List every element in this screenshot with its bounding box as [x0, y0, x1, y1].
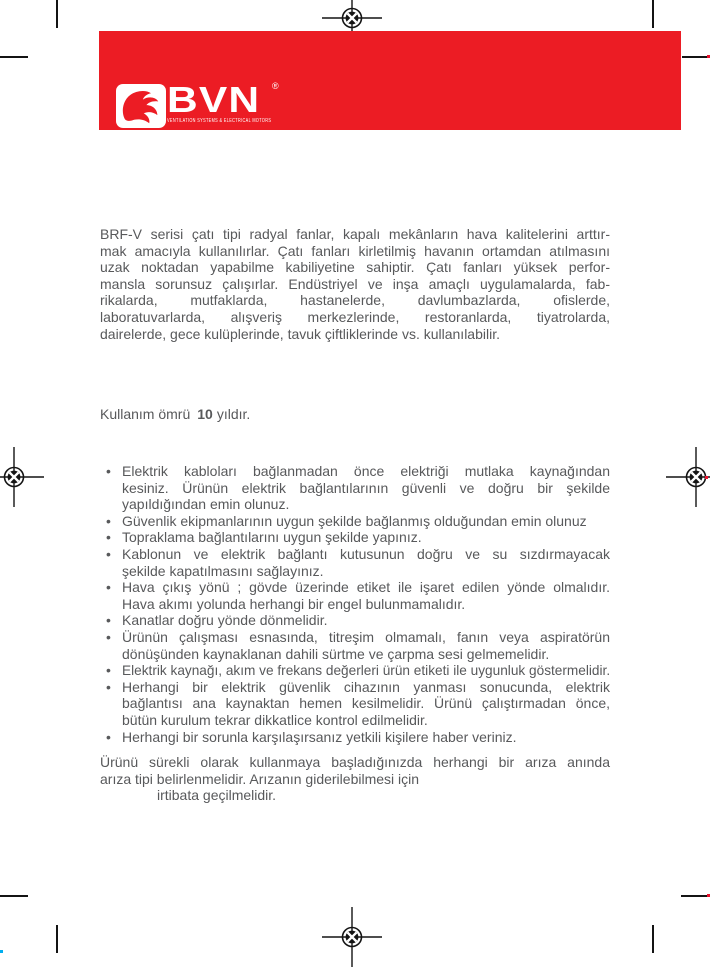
text-line: bütün kurulum tekrar dikkatlice kontrol edilmelidir. [122, 711, 428, 728]
bullet-dot: • [106, 628, 111, 645]
bvn-bird-icon [118, 86, 164, 126]
text-line: Herhangi bir elektrik güvenlik cihazının yanması sonucunda, elektrik [122, 678, 610, 695]
registration-mark-bottom [322, 907, 382, 967]
crop-mark-bottom-left-h [0, 895, 28, 897]
text-line: Güvenlik ekipmanlarının uygun şekilde bağlanmış olduğundan emin olunuz [122, 512, 587, 529]
text-line: dairelerde, gece kulüplerinde, tavuk çiftliklerinde vs. kullanılabilir. [100, 325, 500, 342]
text-line: Kanatlar doğru yönde dönmelidir. [122, 612, 328, 629]
list-item [100, 579, 610, 612]
text-line: dönüşünden kaynaklanan dahili sürtme ve çarpma sesi gelmemelidir. [122, 645, 550, 662]
text-line: Hava çıkış yönü ; gövde üzerinde etiket ile işaret edilen yönde olmalıdır. [122, 579, 610, 596]
text-line: mansla sorunsuz çalışırlar. Endüstriyel ve inşa amaçlı uygulamalarda, fab- [100, 275, 610, 292]
text-line: Kablonun ve elektrik bağlantı kutusunun doğru ve su sızdırmayacak [122, 545, 610, 562]
text-line: BRF-V serisi çatı tipi radyal fanlar, kapalı mekânların hava kalitelerini arttır- [100, 226, 610, 242]
list-item [100, 529, 610, 546]
text-line: Topraklama bağlantılarını uygun şekilde yapınız. [122, 529, 422, 546]
list-item [100, 729, 610, 746]
usage-life-value: 10 [197, 406, 213, 422]
text-line: irtibata geçilmelidir. [157, 787, 277, 804]
brand-text-block [167, 79, 287, 120]
usage-life-note [100, 406, 610, 423]
bullet-dot: • [106, 612, 111, 629]
text-line: Elektrik kabloları bağlanmadan önce elektriği mutlaka kaynağından [122, 463, 610, 479]
text-line: mak amacıyla kullanılırlar. Çatı fanları kirletilmiş havanın ortamdan atılmasını [100, 242, 610, 259]
bullet-dot: • [106, 662, 111, 679]
text-line: kesiniz. Ürünün elektrik bağlantılarının güvenli ve doğru bir şekilde [122, 479, 610, 496]
bullet-dot: • [106, 579, 111, 596]
brand-wordmark: BVN [167, 79, 261, 120]
list-item [100, 612, 610, 629]
safety-bullet-list [100, 463, 610, 745]
list-item [100, 546, 610, 579]
crop-mark-top-left-h [0, 56, 28, 58]
bullet-dot: • [106, 463, 111, 479]
registration-mark-left [0, 447, 44, 507]
text-line: Elektrik kaynağı, akım ve frekans değerleri ürün etiketi ile uygunluk göstermelidir. [122, 662, 611, 679]
text-line: şekilde kapatılmasını sağlayınız. [122, 562, 324, 579]
brand-tagline: VENTILATION SYSTEMS & ELECTRICAL MOTORS [167, 118, 272, 124]
bullet-dot: • [106, 678, 111, 695]
crop-mark-bottom-right-v [652, 925, 654, 953]
text-line: Ürünün çalışması esnasında, titreşim olmamalı, fanın veya aspiratörün [122, 628, 610, 645]
list-item [100, 513, 610, 530]
bullet-dot: • [106, 512, 111, 529]
text-line: uzak noktadan yapabilme kabiliyetine sahiptir. Çatı fanları yüksek perfor- [100, 259, 610, 276]
registered-trademark-symbol: ® [272, 81, 279, 91]
text-line: arıza tipi belirlenmelidir. Arızanın giderilebilmesi için [100, 770, 420, 787]
crop-mark-top-right-h [682, 56, 708, 58]
text-line: Hava akımı yolunda herhangi bir engel bulunmamalıdır. [122, 595, 466, 612]
color-dot-red-top-right [707, 55, 710, 58]
text-line: yapıldığından emin olunuz. [122, 496, 290, 513]
header-brand-band [99, 31, 681, 130]
crop-mark-top-left-v [56, 0, 58, 28]
list-item [100, 662, 610, 679]
color-dot-red-bottom-right [707, 894, 710, 897]
text-line: bağlantısı ana kaynaktan hemen kesilmelidir. Ürünü çalıştırmadan önce, [122, 695, 610, 712]
list-item [100, 463, 610, 513]
text-line: laboratuvarlarda, alışveriş merkezlerinde, restoranlarda, tiyatrolarda, [100, 308, 610, 325]
color-dot-red-right-center [705, 476, 708, 479]
list-item [100, 679, 610, 729]
crop-mark-top-right-v [652, 0, 654, 28]
usage-life-prefix: Kullanım ömrü [100, 406, 191, 422]
bullet-dot: • [106, 545, 111, 562]
list-item [100, 629, 610, 662]
intro-paragraph [100, 226, 610, 342]
text-line: rikalarda, mutfaklarda, hastanelerde, davlumbazlarda, ofislerde, [100, 292, 610, 309]
crop-mark-bottom-right-h [681, 895, 708, 897]
bullet-dot: • [106, 529, 111, 546]
text-line: Ürünü sürekli olarak kullanmaya başladığınızda herhangi bir arıza anında [100, 754, 610, 770]
bvn-logo [116, 84, 166, 128]
crop-mark-bottom-left-v [56, 925, 58, 953]
closing-paragraph [100, 754, 610, 804]
bullet-dot: • [106, 728, 111, 745]
registration-mark-right [666, 447, 710, 507]
usage-life-suffix: yıldır. [216, 406, 251, 422]
text-line: Herhangi bir sorunla karşılaşırsanız yetkili kişilere haber veriniz. [122, 728, 517, 745]
